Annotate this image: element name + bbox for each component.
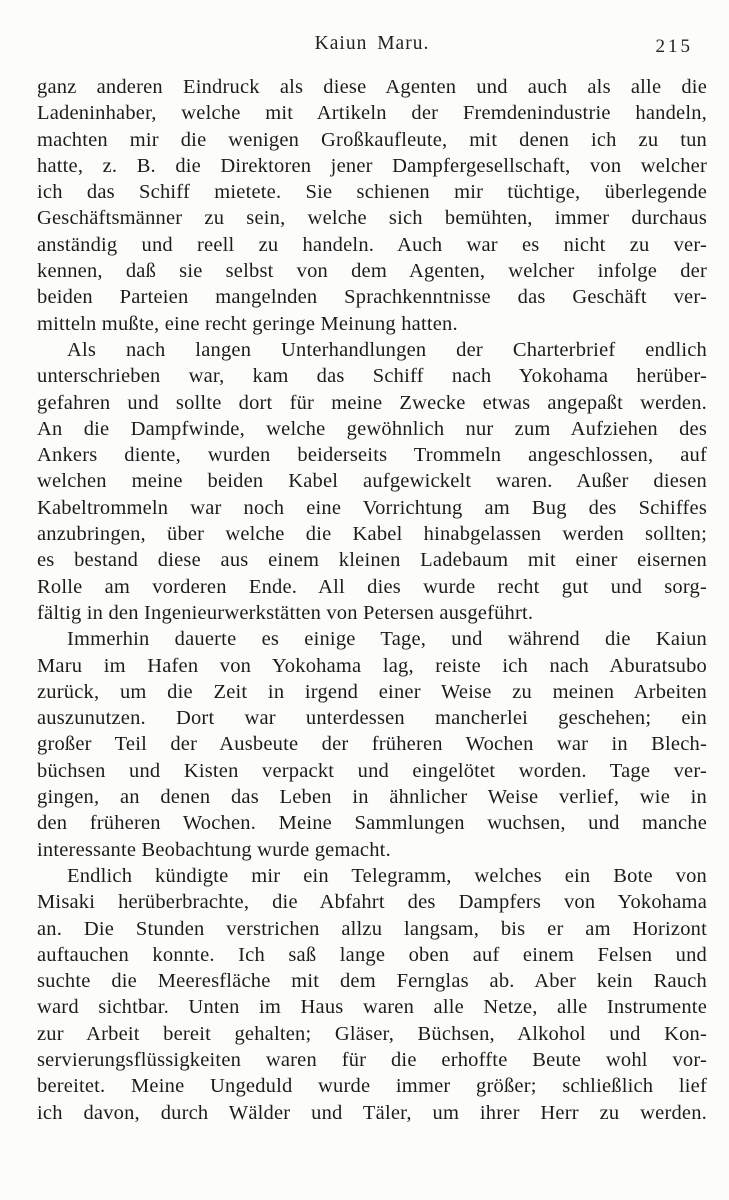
text-line: Geschäftsmänner zu sein, welche sich bemühten, immer durchaus xyxy=(37,207,707,230)
text-line: mitteln mußte, eine recht geringe Meinung hatten. xyxy=(37,312,458,335)
text-line: suchte die Meeresfläche mit dem Fernglas ab. Aber kein Rauch xyxy=(37,970,707,993)
text-line: An die Dampfwinde, welche gewöhnlich nur zum Aufziehen des xyxy=(37,417,707,440)
text-line: auszunutzen. Dort war unterdessen mancherlei geschehen; ein xyxy=(37,707,707,730)
text-line: zurück, um die Zeit in irgend einer Weise zu meinen Arbeiten xyxy=(37,680,707,703)
paragraph xyxy=(37,74,707,337)
text-line: ich das Schiff mietete. Sie schienen mir tüchtige, überlegende xyxy=(37,181,707,204)
text-line: Rolle am vorderen Ende. All dies wurde recht gut und sorg- xyxy=(37,575,707,598)
text-line: großer Teil der Ausbeute der früheren Wochen war in Blech- xyxy=(37,733,707,756)
text-line: Als nach langen Unterhandlungen der Charterbrief endlich xyxy=(67,338,707,361)
paragraph xyxy=(37,337,707,626)
text-line: büchsen und Kisten verpackt und eingelötet worden. Tage ver- xyxy=(37,759,707,782)
text-line: Ladeninhaber, welche mit Artikeln der Fremdenindustrie handeln, xyxy=(37,102,707,125)
text-line: machten mir die wenigen Großkaufleute, mit denen ich zu tun xyxy=(37,128,707,151)
text-line: ward sichtbar. Unten im Haus waren alle Netze, alle Instrumente xyxy=(37,996,707,1019)
text-line: fältig in den Ingenieurwerkstätten von Petersen ausgeführt. xyxy=(37,601,534,624)
text-line: anzubringen, über welche die Kabel hinabgelassen werden sollten; xyxy=(37,523,707,546)
text-line: bereitet. Meine Ungeduld wurde immer größer; schließlich lief xyxy=(37,1075,707,1098)
text-line: Kabeltrommeln war noch eine Vorrichtung am Bug des Schiffes xyxy=(37,496,707,519)
text-line: auftauchen konnte. Ich saß lange oben auf einem Felsen und xyxy=(37,943,707,966)
text-line: gingen, an denen das Leben in ähnlicher Weise verlief, wie in xyxy=(37,786,707,809)
text-line: hatte, z. B. die Direktoren jener Dampfergesellschaft, von welcher xyxy=(37,154,707,177)
page-number: 215 xyxy=(655,36,693,57)
paragraph xyxy=(37,863,707,1126)
text-line: anständig und reell zu handeln. Auch war es nicht zu ver- xyxy=(37,233,707,256)
text-line: servierungsflüssigkeiten waren für die erhoffte Beute wohl vor- xyxy=(37,1048,707,1071)
text-line: den früheren Wochen. Meine Sammlungen wuchsen, und manche xyxy=(37,812,707,835)
text-line: ganz anderen Eindruck als diese Agenten und auch als alle die xyxy=(37,76,707,98)
text-line: gefahren und sollte dort für meine Zwecke etwas angepaßt werden. xyxy=(37,391,707,414)
text-line: Maru im Hafen von Yokohama lag, reiste ich nach Aburatsubo xyxy=(37,654,707,677)
paragraph xyxy=(37,626,707,863)
text-line: unterschrieben war, kam das Schiff nach Yokohama herüber- xyxy=(37,365,707,388)
text-line: beiden Parteien mangelnden Sprachkenntnisse das Geschäft ver- xyxy=(37,286,707,309)
text-line: welchen meine beiden Kabel aufgewickelt waren. Außer diesen xyxy=(37,470,707,493)
text-line: Immerhin dauerte es einige Tage, und während die Kaiun xyxy=(67,628,707,651)
text-line: interessante Beobachtung wurde gemacht. xyxy=(37,838,391,861)
text-line: es bestand diese aus einem kleinen Ladebaum mit einer eisernen xyxy=(37,549,707,572)
text-line: Ankers diente, wurden beiderseits Trommeln angeschlossen, auf xyxy=(37,444,707,467)
text-line: Misaki herüberbrachte, die Abfahrt des Dampfers von Yokohama xyxy=(37,891,707,914)
text-line: kennen, daß sie selbst von dem Agenten, welcher infolge der xyxy=(37,260,707,283)
text-line: an. Die Stunden verstrichen allzu langsam, bis er am Horizont xyxy=(37,917,707,940)
running-title: Kaiun Maru. xyxy=(314,33,430,54)
text-line: zur Arbeit bereit gehalten; Gläser, Büchsen, Alkohol und Kon- xyxy=(37,1022,707,1045)
text-line: ich davon, durch Wälder und Täler, um ihrer Herr zu werden. xyxy=(37,1101,707,1124)
text-line: Endlich kündigte mir ein Telegramm, welches ein Bote von xyxy=(67,864,707,887)
page-header xyxy=(37,33,707,59)
page-body xyxy=(37,74,707,1126)
